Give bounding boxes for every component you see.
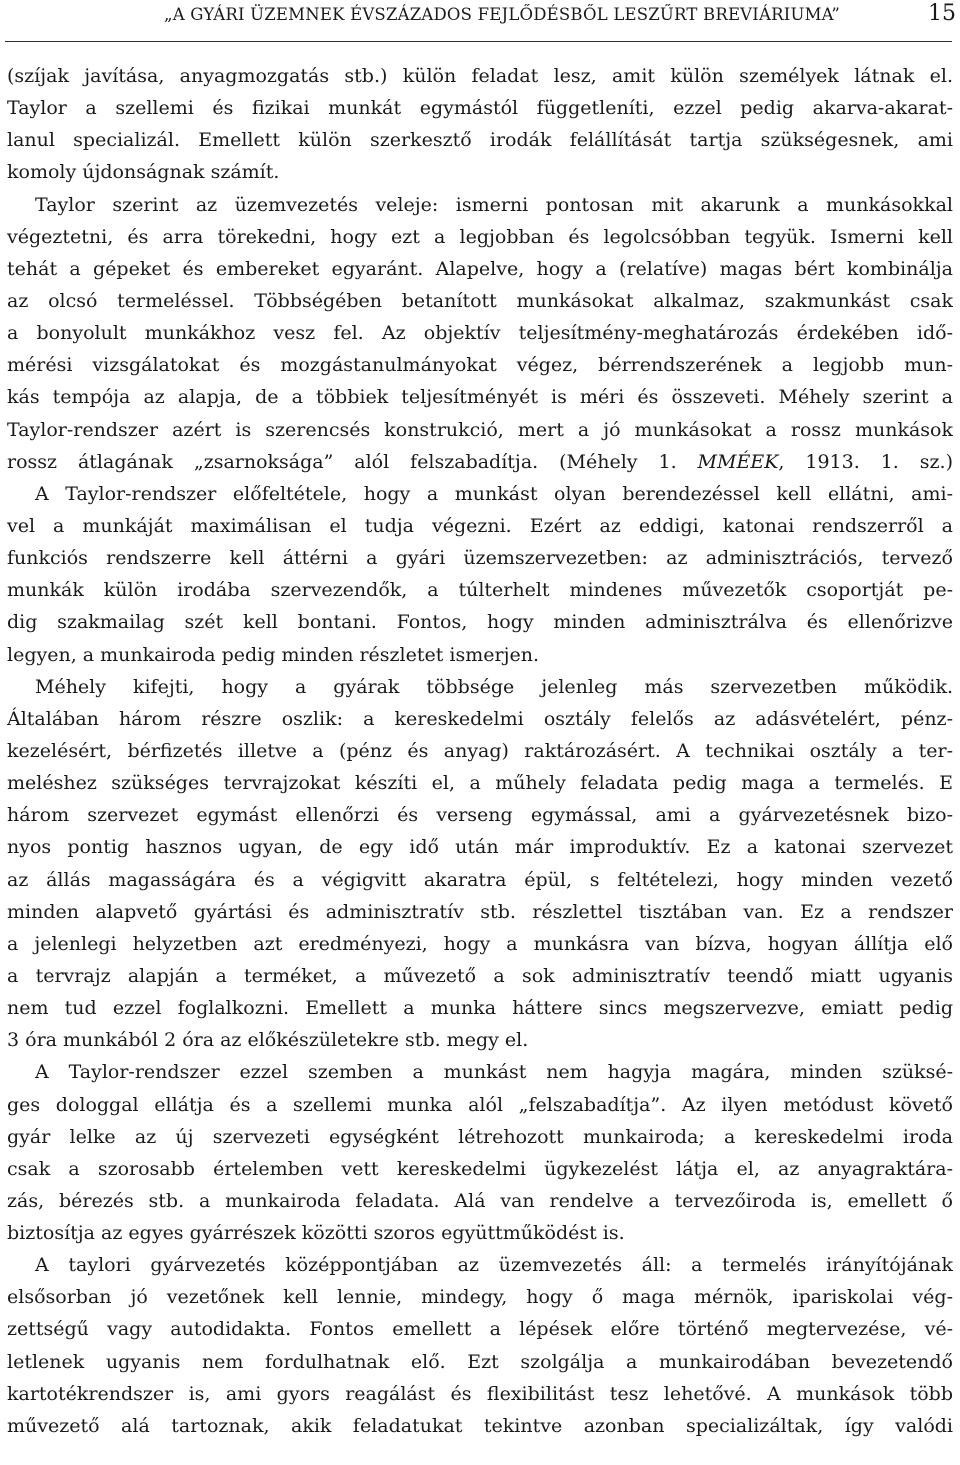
text-line: A taylori gyárvezetés középpontjában az üzemvezetés áll: a termelés irányítójának	[35, 1254, 953, 1277]
header-rule	[5, 41, 952, 42]
text-line: Méhely kifejti, hogy a gyárak többsége jelenleg más szervezetben működik.	[35, 675, 953, 698]
running-title: „A GYÁRI ÜZEMNEK ÉVSZÁZADOS FEJLŐDÉSBŐL LESZŰRT BREVIÁRIUMA”	[164, 5, 841, 24]
text-line: zettségű vagy autodidakta. Fontos emellett a lépések előre történő megtervezése, vé-	[7, 1318, 953, 1341]
text-line: 3 óra munkából 2 óra az előkészületekre stb. megy el.	[7, 1029, 529, 1052]
text-line: komoly újdonságnak számít.	[7, 161, 280, 184]
text-line: elsősorban jó vezetőnek kell lennie, mindegy, hogy ő maga mérnök, ipariskolai vég-	[7, 1286, 953, 1309]
text-line: kartotékrendszer is, ami gyors reagálást és flexibilitást tesz lehetővé. A munkások több	[7, 1382, 953, 1405]
text-line: Taylor szerint az üzemvezetés veleje: ismerni pontosan mit akarunk a munkásokkal	[35, 193, 953, 216]
text-line: a bonyolult munkákhoz vesz fel. Az objektív teljesítmény-meghatározás érdekében idő-	[7, 322, 953, 345]
text-line: művezető alá tartoznak, akik feladatukat tekintve azonban specializáltak, így valódi	[7, 1414, 953, 1437]
text-line: az állás magasságára és a végigvitt akaratra épül, s feltételezi, hogy minden vezető	[7, 868, 953, 891]
text-line: funkciós rendszerre kell áttérni a gyári üzemszervezetben: az adminisztrációs, tervező	[7, 547, 953, 570]
text-line: gyár lelke az új szervezeti egységként létrehozott munkairoda; a kereskedelmi iroda	[7, 1125, 953, 1148]
text-line: minden alapvető gyártási és adminisztratív stb. részlettel tisztában van. Ez a rendszer	[7, 900, 953, 923]
text-line: zás, bérezés stb. a munkairoda feladata. Alá van rendelve a tervezőiroda is, emellett ő	[7, 1189, 953, 1212]
text-line: legyen, a munkairoda pedig minden részletet ismerjen.	[7, 643, 540, 666]
text-line: munkák külön irodába szervezendők, a túlterhelt mindenes művezetők csoportját pe-	[7, 579, 953, 602]
text-line: (szíjak javítása, anyagmozgatás stb.) külön feladat lesz, amit külön személyek látnak el.	[7, 65, 953, 87]
text-line: ges dologgal ellátja és a szellemi munka alól „felszabadítja”. Az ilyen metódust követő	[7, 1093, 953, 1116]
text-line: biztosítja az egyes gyárrészek közötti szoros együttműködést is.	[7, 1222, 625, 1245]
text-line: Taylor-rendszer azért is szerencsés konstrukció, mert a jó munkásokat a rossz munkások	[7, 418, 953, 441]
text-line: a jelenlegi helyzetben azt eredményezi, hogy a munkásra van bízva, hogyan állítja elő	[7, 932, 953, 955]
journal-abbreviation: MMÉEK	[697, 450, 779, 473]
text-line: A Taylor-rendszer előfeltétele, hogy a munkást olyan berendezéssel kell ellátni, ami-	[35, 482, 953, 505]
text-line: az olcsó termeléssel. Többségében betanított munkásokat alkalmaz, szakmunkást csak	[7, 289, 953, 312]
text-line: Általában három részre oszlik: a kereskedelmi osztály felelős az adásvételért, pénz-	[7, 707, 953, 730]
text-line: Taylor a szellemi és fizikai munkát egymástól függetleníti, ezzel pedig akarva-akarat-	[7, 97, 953, 120]
text-line: kezelésért, bérfizetés illetve a (pénz és anyag) raktározásért. A technikai osztály a ter-	[7, 739, 953, 762]
text-line: dig szakmailag szét kell bontani. Fontos, hogy minden adminisztrálva és ellenőrizve	[7, 611, 953, 634]
text-segment: , 1913. 1. sz.)	[778, 450, 953, 473]
text-line: kás tempója az alapja, de a többiek teljesítményét is méri és összeveti. Méhely szerint a	[7, 386, 953, 409]
text-line: A Taylor-rendszer ezzel szemben a munkást nem hagyja magára, minden szüksé-	[35, 1061, 953, 1084]
text-line: mérési vizsgálatokat és mozgástanulmányokat végez, bérrendszerének a legjobb mun-	[7, 354, 953, 377]
text-line: letlenek ugyanis nem fordulhatnak elő. Ezt szolgálja a munkairodában bevezetendő	[7, 1350, 953, 1373]
text-line: meléshez szükséges tervrajzokat készíti el, a műhely feladata pedig maga a termelés. E	[7, 772, 953, 795]
text-line: három szervezet egymást ellenőrzi és verseng egymással, ami a gyárvezetésnek bizo-	[7, 804, 953, 827]
text-line: végeztetni, és arra törekedni, hogy ezt a legjobban és legolcsóbban tegyük. Ismerni kell	[7, 225, 953, 248]
text-line-with-citation	[7, 446, 953, 478]
text-line: nem tud ezzel foglalkozni. Emellett a munka háttere sincs megszervezve, emiatt pedig	[7, 997, 953, 1020]
text-line: tehát a gépeket és embereket egyaránt. Alapelve, hogy a (relatíve) magas bért kombinálja	[7, 257, 953, 280]
text-line: vel a munkáját maximálisan el tudja végezni. Ezért az eddigi, katonai rendszerről a	[7, 514, 953, 537]
text-line: a tervrajz alapján a terméket, a művezető a sok adminisztratív teendő miatt ugyanis	[7, 964, 953, 987]
text-line: csak a szorosabb értelemben vett kereskedelmi ügykezelést látja el, az anyagraktára-	[7, 1157, 953, 1180]
text-line: nyos pontig hasznos ugyan, de egy idő után már improduktív. Ez a katonai szervezet	[7, 836, 953, 859]
text-segment: rossz átlagának „zsarnoksága” alól felszabadítja. (Méhely 1.	[7, 450, 698, 473]
text-line: lanul specializál. Emellett külön szerkesztő irodák felállítását tartja szükségesnek, ami	[7, 129, 953, 152]
body-text	[7, 60, 953, 1442]
running-header	[0, 0, 960, 46]
page-number: 15	[928, 1, 956, 26]
